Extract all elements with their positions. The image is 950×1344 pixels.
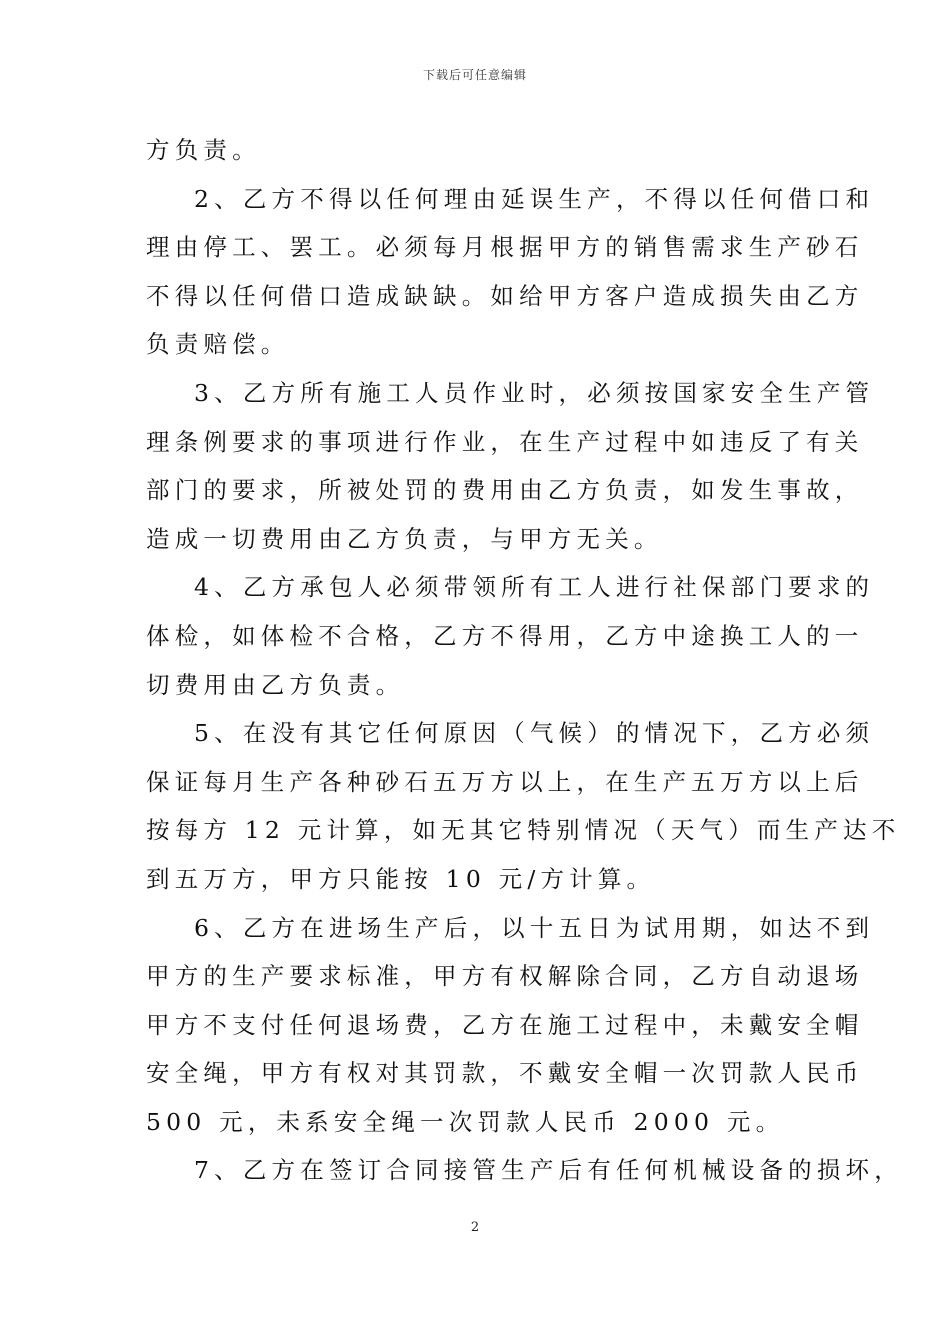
text-line: 6、乙方在进场生产后，以十五日为试用期，如达不到 [194,913,875,942]
text-line: 2、乙方不得以任何理由延误生产，不得以任何借口和 [194,184,875,213]
text-line: 理由停工、罢工。必须每月根据甲方的销售需求生产砂石 [146,233,864,262]
text-line: 不得以任何借口造成缺缺。如给甲方客户造成损失由乙方 [146,281,864,310]
text-line: 按每方 12 元计算，如无其它特别情况（天气）而生产达不 [146,816,901,845]
text-line: 到五万方，甲方只能按 10 元/方计算。 [146,864,656,893]
text-line: 安全绳，甲方有权对其罚款，不戴安全帽一次罚款人民币 [146,1059,864,1088]
text-line: 方负责。 [146,136,261,164]
text-line: 理条例要求的事项进行作业，在生产过程中如违反了有关 [146,427,864,456]
text-line: 负责赔偿。 [146,330,290,359]
text-line: 造成一切费用由乙方负责，与甲方无关。 [146,524,663,553]
text-line: 部门的要求，所被处罚的费用由乙方负责，如发生事故， [146,476,864,505]
text-line: 体检，如体检不合格，乙方不得用，乙方中途换工人的一 [146,621,864,650]
text-line: 7、乙方在签订合同接管生产后有任何机械设备的损坏， [194,1156,903,1185]
header-note: 下载后可任意编辑 [422,68,527,82]
document-body [146,126,903,1195]
text-line: 甲方不支付任何退场费，乙方在施工过程中，未戴安全帽 [146,1010,864,1039]
page-number: 2 [470,1220,480,1235]
text-line: 甲方的生产要求标准，甲方有权解除合同，乙方自动退场 [146,962,864,991]
text-line: 5、在没有其它任何原因（气候）的情况下，乙方必须 [194,719,875,748]
text-line: 500 元，未系安全绳一次罚款人民币 2000 元。 [146,1107,785,1136]
text-line: 3、乙方所有施工人员作业时，必须按国家安全生产管 [194,378,875,407]
text-line: 保证每月生产各种砂石五万方以上，在生产五万方以上后 [146,767,864,796]
text-line: 切费用由乙方负责。 [146,670,405,699]
text-line: 4、乙方承包人必须带领所有工人进行社保部门要求的 [194,573,875,602]
